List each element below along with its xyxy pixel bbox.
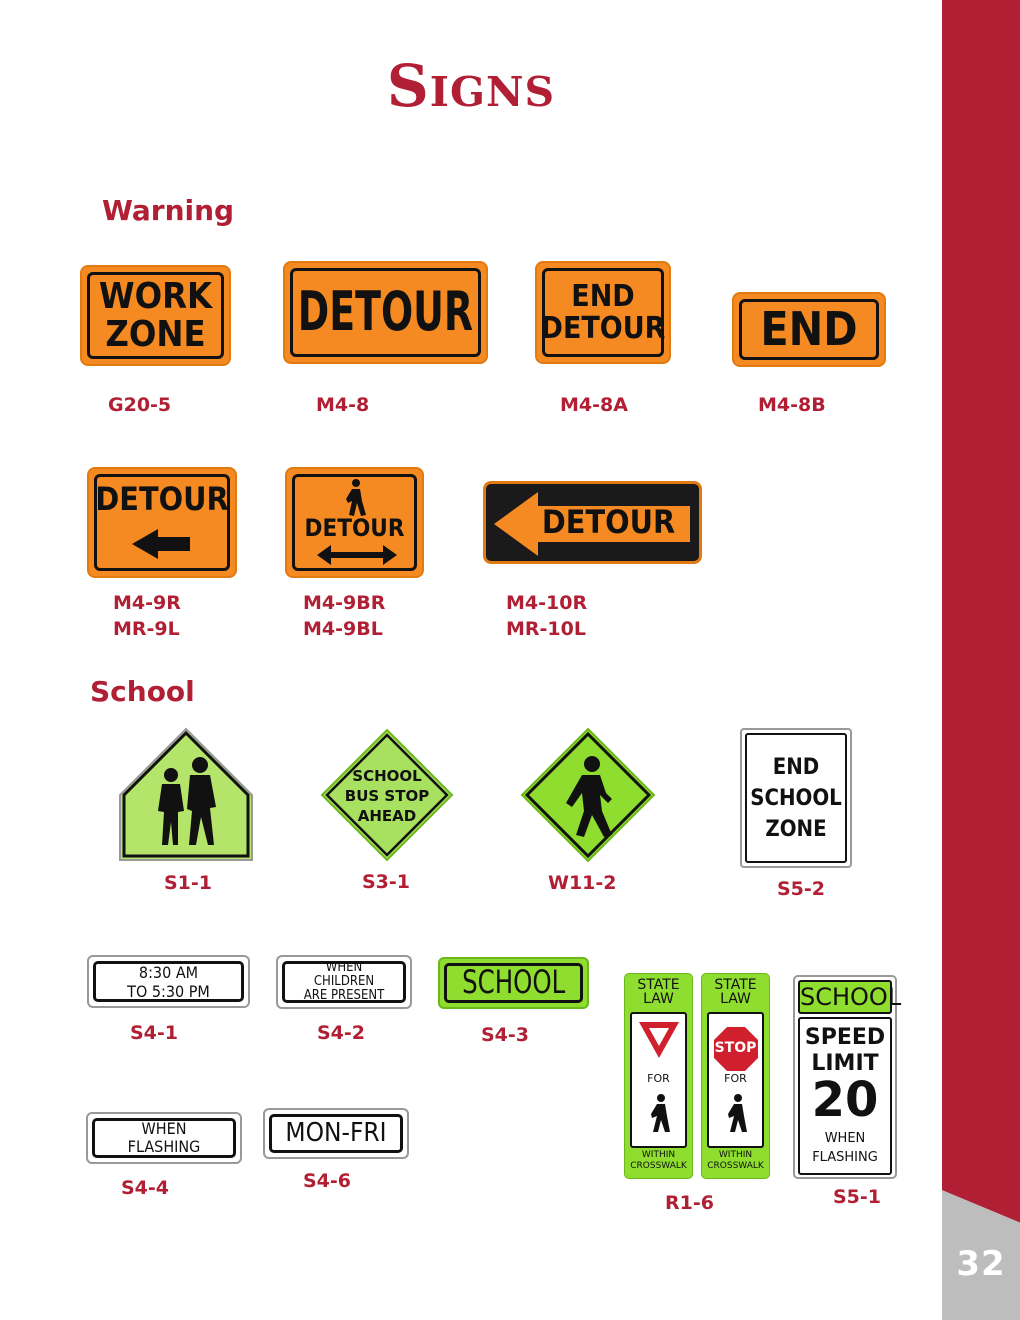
sign-code: S4-3 [481,1024,530,1046]
sign-text: ARE PRESENT [303,988,385,1003]
arrow-left-icon [132,529,198,559]
sign-text: WITHIN [718,1150,753,1160]
sidebar-band [942,0,1020,1320]
pedestrian-icon [726,1094,748,1134]
sign-end [732,292,886,367]
sign-text: MON-FRI [285,1117,387,1148]
sign-text: END [571,279,635,314]
sign-text: ZONE [105,313,206,355]
sign-code: M4-10R MR-10L [506,592,588,640]
sign-text: DETOUR [95,480,229,518]
sign-text: STOP [714,1040,757,1056]
sign-end-school-zone [740,728,852,868]
sign-code: S4-6 [303,1170,352,1192]
sign-text: SCHOOL [461,963,566,1002]
sign-text: SCHOOL [798,980,892,1014]
sign-text: CHILDREN [313,974,375,989]
sign-when-flashing [86,1112,242,1164]
sign-text: FLASHING [812,1150,878,1165]
sign-state-law-yield [624,973,693,1179]
sign-text: SPEED [804,1025,886,1050]
sign-text: LIMIT [811,1051,879,1076]
sign-code: S4-2 [317,1022,366,1044]
sign-end-detour [535,261,671,364]
sign-detour [283,261,488,364]
sign-text: SCHOOL [750,785,842,811]
section-heading-school: School [90,675,195,708]
sign-pedestrian-crossing [520,727,656,863]
sign-detour-pedestrian [285,467,424,578]
sign-text: WITHIN [641,1150,676,1160]
sign-text: ZONE [765,816,827,842]
sign-text: END [772,754,820,780]
sign-code: M4-8 [316,394,370,416]
sign-text: 20 [811,1072,879,1128]
sign-text: 8:30 AM [138,962,199,982]
sign-code: M4-8A [560,394,628,416]
sign-code: S4-4 [121,1177,170,1199]
pedestrian-icon [342,479,368,517]
sign-text: DETOUR [304,513,405,542]
sign-text: WHEN [141,1119,187,1138]
sign-text: FOR [647,1072,670,1085]
sign-school-speed-limit [793,975,902,1179]
pedestrian-icon [649,1094,671,1134]
sign-text: TO 5:30 PM [127,981,210,1001]
sign-text: FOR [724,1072,747,1085]
sign-code: S4-1 [130,1022,179,1044]
sign-text: SCHOOL [352,767,422,785]
sign-mon-fri [263,1108,409,1159]
sign-text: END [760,302,858,357]
sign-code: R1-6 [665,1192,714,1214]
sign-text: DETOUR [297,280,474,344]
sign-text: CROSSWALK [630,1161,687,1171]
sign-text: FLASHING [127,1137,201,1156]
sign-state-law-stop [701,973,770,1179]
sign-school-crossing [118,727,254,862]
sign-code: W11-2 [548,872,617,894]
sign-code: S5-1 [833,1186,882,1208]
sign-code: M4-9BR M4-9BL [303,592,386,640]
sign-text: STATE [714,977,757,993]
sign-code: G20-5 [108,394,172,416]
sign-text: DETOUR [540,310,666,346]
sign-text: AHEAD [357,807,417,825]
section-heading-warning: Warning [102,194,235,227]
page-title: Signs [386,52,556,120]
sign-code: M4-8B [758,394,826,416]
sign-text: DETOUR [541,502,676,541]
sign-text: WHEN [325,960,363,975]
sign-code: S3-1 [362,871,411,893]
sign-detour-arrow-black [483,481,702,564]
sign-text: LAW [720,991,751,1007]
sign-school-green [438,957,589,1009]
sign-work-zone [80,265,231,366]
sign-code: S1-1 [164,872,213,894]
sign-text: STATE [637,977,680,993]
sign-text: LAW [643,991,674,1007]
sign-school-bus-stop-ahead [320,728,454,862]
sign-code: S5-2 [777,878,826,900]
sign-text: WHEN [824,1131,866,1146]
sign-text: WORK [98,275,213,317]
sign-school-hours [87,955,250,1008]
sign-detour-arrow [87,467,237,578]
double-arrow-icon [317,545,397,565]
sign-code: M4-9R MR-9L [113,592,181,640]
sign-text: CROSSWALK [707,1161,764,1171]
sign-text: BUS STOP [344,787,430,805]
yield-icon [637,1020,681,1060]
page-number: 32 [956,1244,1006,1284]
sign-when-children-present [276,955,412,1009]
